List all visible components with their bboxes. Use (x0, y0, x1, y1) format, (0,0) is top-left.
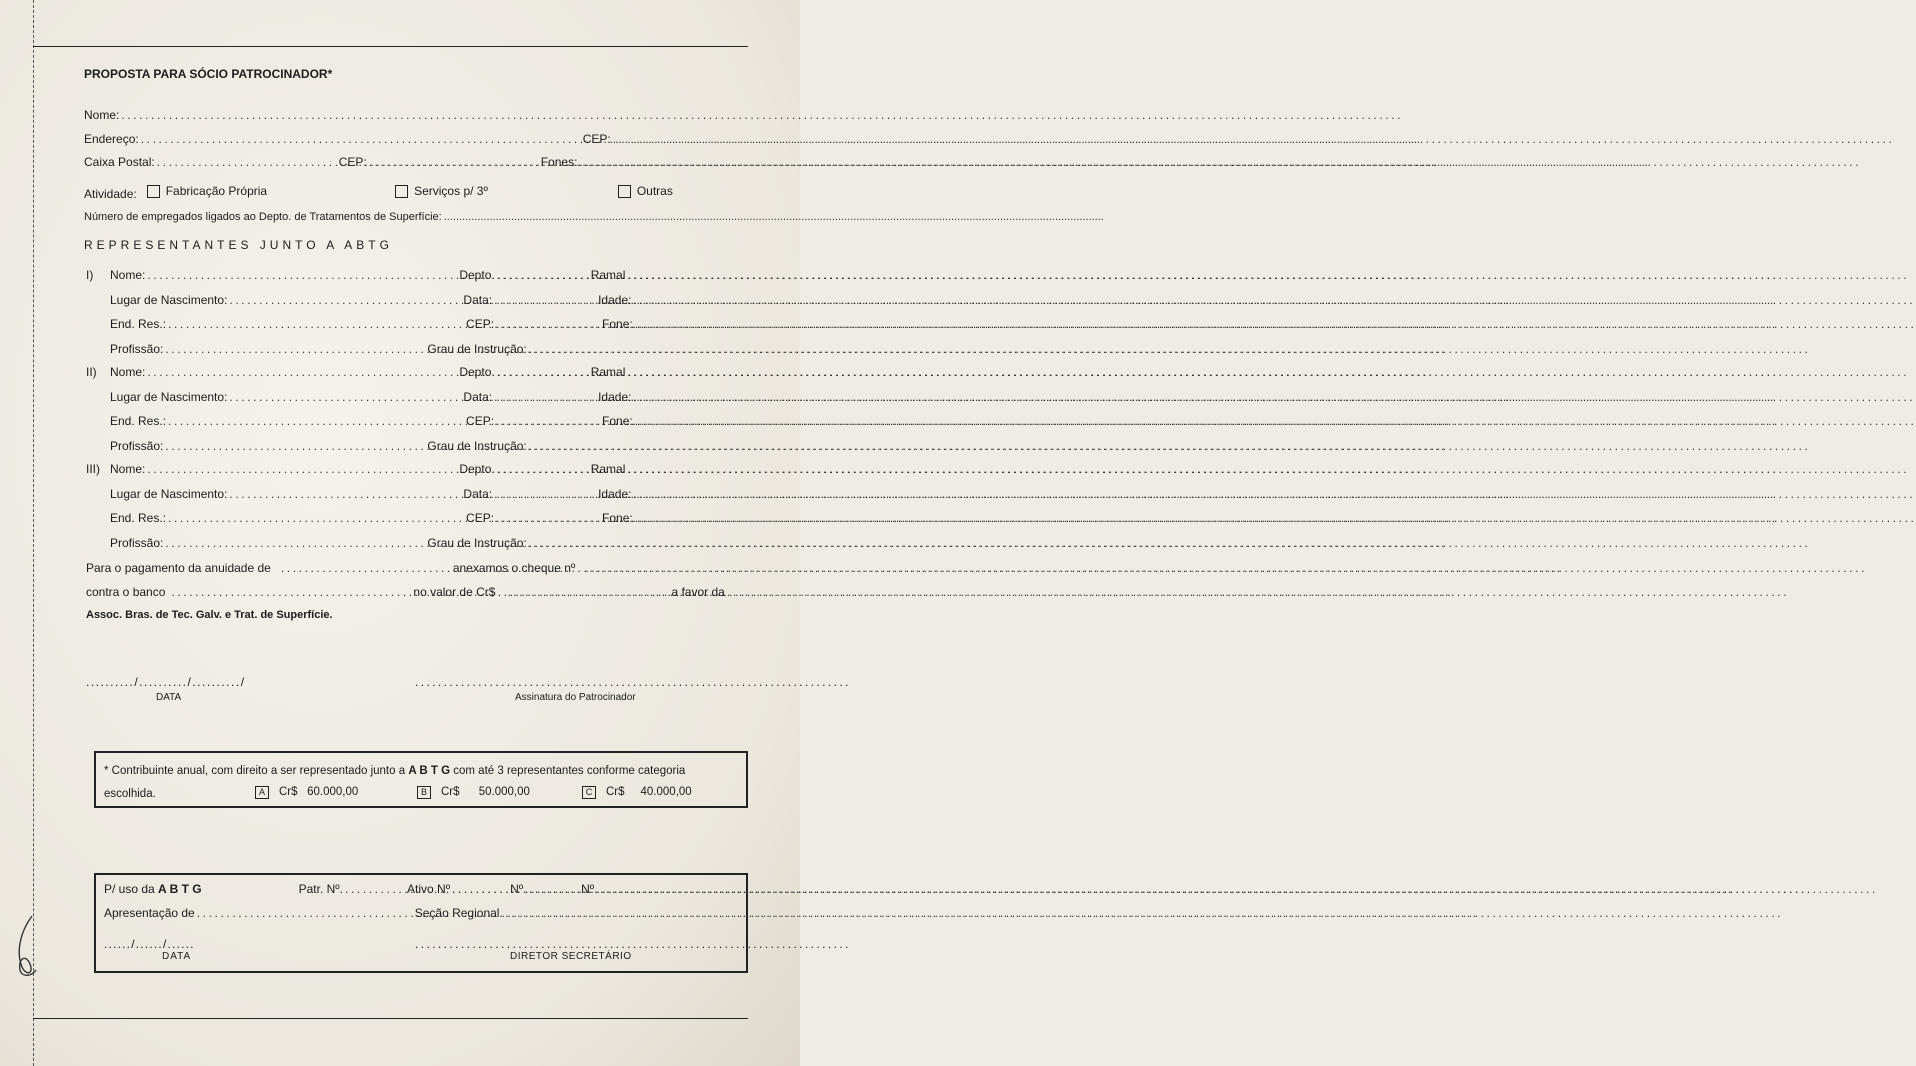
office-no2-label: Nº (581, 882, 595, 896)
endereco-dots[interactable] (141, 132, 581, 146)
rep-cep-label: CEP: (466, 317, 495, 331)
rep-row-lugar (110, 293, 746, 307)
date-field[interactable]: ........../........../........../ (86, 675, 246, 689)
office-patr-label: Patr. Nº. (298, 882, 344, 896)
rep-idade-dots[interactable] (633, 390, 744, 404)
rep-fone-label: Fone: (602, 414, 633, 428)
date-caption: DATA (156, 692, 182, 703)
payment-line-1 (86, 561, 746, 575)
note-line-1 (104, 765, 685, 777)
office-ativo-label: Ativo Nº (407, 882, 451, 896)
office-line-2 (104, 906, 734, 920)
signature-caption: Assinatura do Patrocinador (515, 692, 636, 703)
rep-idade-dots[interactable] (633, 293, 744, 307)
rep-data-dots[interactable] (494, 487, 596, 501)
office-ativo-dots[interactable] (452, 882, 508, 896)
rep-row-end (110, 414, 746, 428)
nome-field[interactable] (84, 108, 746, 122)
rep-lugar-label: Lugar de Nascimento: (110, 389, 228, 404)
payment-favor-label: a favor da (671, 585, 725, 599)
rep-nome-label: Nome: (110, 268, 146, 282)
cheque-dots[interactable] (585, 561, 744, 575)
atividade-fabricacao[interactable] (139, 184, 267, 198)
note-abtg: A B T G (408, 765, 451, 777)
category-b-currency: Cr$ (441, 786, 460, 798)
rep-grau-dots[interactable] (529, 439, 744, 453)
category-b[interactable] (417, 786, 530, 799)
form-title: PROPOSTA PARA SÓCIO PATROCINADOR* (84, 67, 333, 81)
rep-row-end (110, 511, 746, 525)
category-a-currency: Cr$ (279, 786, 298, 798)
empregados-field[interactable] (84, 211, 746, 223)
rep-profissao-label: Profissão: (110, 341, 164, 356)
rep-grau-label: Grau de Instrução: (427, 438, 527, 453)
endereco-label: Endereço: (84, 132, 139, 146)
rep-grau-label: Grau de Instrução: (427, 535, 527, 550)
payment-line-2 (86, 585, 746, 599)
rep-depto-label: Depto. (459, 268, 495, 282)
rep-ramal-label: Ramal (590, 268, 626, 282)
rep-numeral: II) (86, 365, 97, 379)
endereco-cep-label: CEP: (582, 132, 611, 146)
handwritten-mark (12, 912, 42, 982)
rep-grau-dots[interactable] (529, 342, 744, 356)
office-no1-dots[interactable] (525, 882, 579, 896)
banco-dots[interactable] (171, 585, 411, 599)
rep-row-end (110, 317, 746, 331)
bottom-rule (33, 1018, 748, 1019)
rep-end-dots[interactable] (168, 317, 464, 331)
category-b-letter: B (417, 786, 431, 799)
nome-label: Nome: (84, 108, 120, 122)
servicos-label: Serviços p/ 3º (414, 184, 488, 198)
rep-lugar-dots[interactable] (229, 390, 461, 404)
rep-grau-dots[interactable] (529, 536, 744, 550)
rep-cep-dots[interactable] (496, 414, 600, 428)
rep-idade-label: Idade: (598, 389, 632, 404)
office-signature-line[interactable]: ............................................................................ (415, 937, 851, 951)
office-date-field[interactable]: ....../....../...... (104, 937, 195, 951)
category-b-value: 50.000,00 (478, 786, 530, 798)
rep-end-dots[interactable] (168, 414, 464, 428)
rep-row-profissao (110, 342, 746, 356)
rep-fone-label: Fone: (602, 511, 633, 525)
caixa-cep-dots[interactable] (369, 155, 539, 169)
fones-label: Fones: (540, 155, 578, 169)
rep-data-dots[interactable] (494, 390, 596, 404)
office-uso-label: P/ uso da (104, 882, 155, 896)
rep-idade-label: Idade: (598, 292, 632, 307)
rep-fone-dots[interactable] (635, 317, 744, 331)
rep-data-label: Data: (463, 389, 493, 404)
rep-lugar-label: Lugar de Nascimento: (110, 292, 228, 307)
rep-ramal-dots[interactable] (627, 462, 744, 476)
rep-numeral: III) (86, 462, 100, 476)
rep-numeral: I) (86, 268, 94, 282)
rep-lugar-dots[interactable] (229, 487, 461, 501)
rep-end-label: End. Res.: (110, 317, 167, 331)
rep-cep-dots[interactable] (496, 511, 600, 525)
office-no2-dots[interactable] (596, 882, 732, 896)
payment-banco-label: contra o banco (86, 585, 166, 599)
office-no1-label: Nº (510, 882, 524, 896)
rep-row-lugar (110, 487, 746, 501)
rep-profissao-dots[interactable] (165, 536, 425, 550)
atividade-outras[interactable] (610, 184, 673, 198)
rep-cep-label: CEP: (466, 511, 495, 525)
top-rule (33, 46, 748, 47)
office-apresentacao-dots[interactable] (197, 906, 413, 920)
rep-cep-dots[interactable] (496, 317, 600, 331)
note-escolhida: escolhida. (104, 788, 156, 800)
rep-fone-dots[interactable] (635, 511, 744, 525)
rep-row-profissao (110, 536, 746, 550)
atividade-row (84, 184, 746, 201)
caixa-postal-dots[interactable] (157, 155, 337, 169)
rep-depto-label: Depto. (459, 365, 495, 379)
rep-idade-label: Idade: (598, 486, 632, 501)
rep-end-label: End. Res.: (110, 511, 167, 525)
rep-fone-dots[interactable] (635, 414, 744, 428)
rep-ramal-dots[interactable] (627, 365, 744, 379)
category-a-letter: A (255, 786, 269, 799)
note-text-b: com até 3 representantes conforme categoria (453, 765, 686, 777)
category-c-letter: C (582, 786, 596, 799)
payment-cheque-label: anexamos o cheque nº (452, 561, 576, 575)
atividade-servicos[interactable] (387, 184, 488, 198)
office-secao-dots[interactable] (501, 906, 732, 920)
rep-nome-dots[interactable] (147, 268, 457, 282)
servicos-checkbox[interactable] (395, 185, 408, 198)
office-abtg: A B T G (158, 882, 202, 896)
binding-margin-line (33, 0, 34, 1066)
rep-ramal-dots[interactable] (627, 268, 744, 282)
endereco-field[interactable] (84, 132, 746, 146)
rep-depto-label: Depto. (459, 462, 495, 476)
rep-nome-label: Nome: (110, 462, 146, 476)
empregados-dots[interactable] (444, 211, 744, 223)
rep-row-lugar (110, 390, 746, 404)
caixa-cep-label: CEP: (338, 155, 367, 169)
rep-grau-label: Grau de Instrução: (427, 341, 527, 356)
fabricacao-checkbox[interactable] (147, 185, 160, 198)
rep-nome-label: Nome: (110, 365, 146, 379)
nome-dots[interactable] (121, 108, 744, 122)
rep-data-label: Data: (463, 292, 493, 307)
rep-fone-label: Fone: (602, 317, 633, 331)
endereco-cep-dots[interactable] (613, 132, 744, 146)
payment-anuidade-label: Para o pagamento da anuidade de (86, 561, 271, 575)
office-line-1 (104, 882, 734, 896)
category-a-value: 60.000,00 (307, 786, 359, 798)
rep-end-label: End. Res.: (110, 414, 167, 428)
outras-checkbox[interactable] (618, 185, 631, 198)
fabricacao-label: Fabricação Própria (165, 184, 268, 198)
rep-profissao-label: Profissão: (110, 438, 164, 453)
rep-data-dots[interactable] (494, 293, 596, 307)
office-diretor-caption: DIRETOR SECRETÁRIO (510, 951, 632, 962)
signature-line[interactable]: ............................................................................ (415, 675, 851, 689)
rep-row-profissao (110, 439, 746, 453)
rep-idade-dots[interactable] (633, 487, 744, 501)
rep-profissao-dots[interactable] (165, 439, 425, 453)
anuidade-dots[interactable] (281, 561, 451, 575)
rep-nome-dots[interactable] (147, 462, 457, 476)
rep-ramal-label: Ramal (590, 462, 626, 476)
rep-row-nome (86, 365, 746, 379)
rep-end-dots[interactable] (168, 511, 464, 525)
category-note-box (94, 751, 748, 808)
rep-row-nome (86, 462, 746, 476)
office-apresentacao-label: Apresentação de (104, 906, 195, 920)
empregados-label: Número de empregados ligados ao Depto. de Tratamentos de Superfície: (84, 211, 442, 223)
note-text-a: * Contribuinte anual, com direito a ser representado junto a (104, 765, 406, 777)
rep-row-nome (86, 268, 746, 282)
payment-assoc: Assoc. Bras. de Tec. Galv. e Trat. de Superfície. (86, 609, 333, 621)
office-date-caption: DATA (162, 951, 192, 962)
rep-depto-dots[interactable] (497, 365, 589, 379)
category-a[interactable] (255, 786, 358, 799)
category-c[interactable] (582, 786, 692, 799)
office-patr-dots[interactable] (345, 882, 405, 896)
payment-valor-label: no valor de Cr$ (413, 585, 496, 599)
category-c-value: 40.000,00 (640, 786, 692, 798)
rep-depto-dots[interactable] (497, 268, 589, 282)
office-secao-label: Seção Regional (414, 906, 500, 920)
rep-data-label: Data: (463, 486, 493, 501)
representantes-heading: REPRESENTANTES JUNTO A ABTG (84, 238, 393, 252)
caixa-postal-field[interactable] (84, 155, 746, 169)
rep-nome-dots[interactable] (147, 365, 457, 379)
rep-profissao-label: Profissão: (110, 535, 164, 550)
rep-depto-dots[interactable] (497, 462, 589, 476)
fones-dots[interactable] (579, 155, 744, 169)
rep-profissao-dots[interactable] (165, 342, 425, 356)
category-c-currency: Cr$ (606, 786, 625, 798)
caixa-postal-label: Caixa Postal: (84, 155, 155, 169)
outras-label: Outras (636, 184, 673, 198)
rep-lugar-dots[interactable] (229, 293, 461, 307)
rep-lugar-label: Lugar de Nascimento: (110, 486, 228, 501)
rep-ramal-label: Ramal (590, 365, 626, 379)
valor-dots[interactable] (507, 585, 657, 599)
atividade-label: Atividade: (84, 186, 137, 201)
rep-cep-label: CEP: (466, 414, 495, 428)
